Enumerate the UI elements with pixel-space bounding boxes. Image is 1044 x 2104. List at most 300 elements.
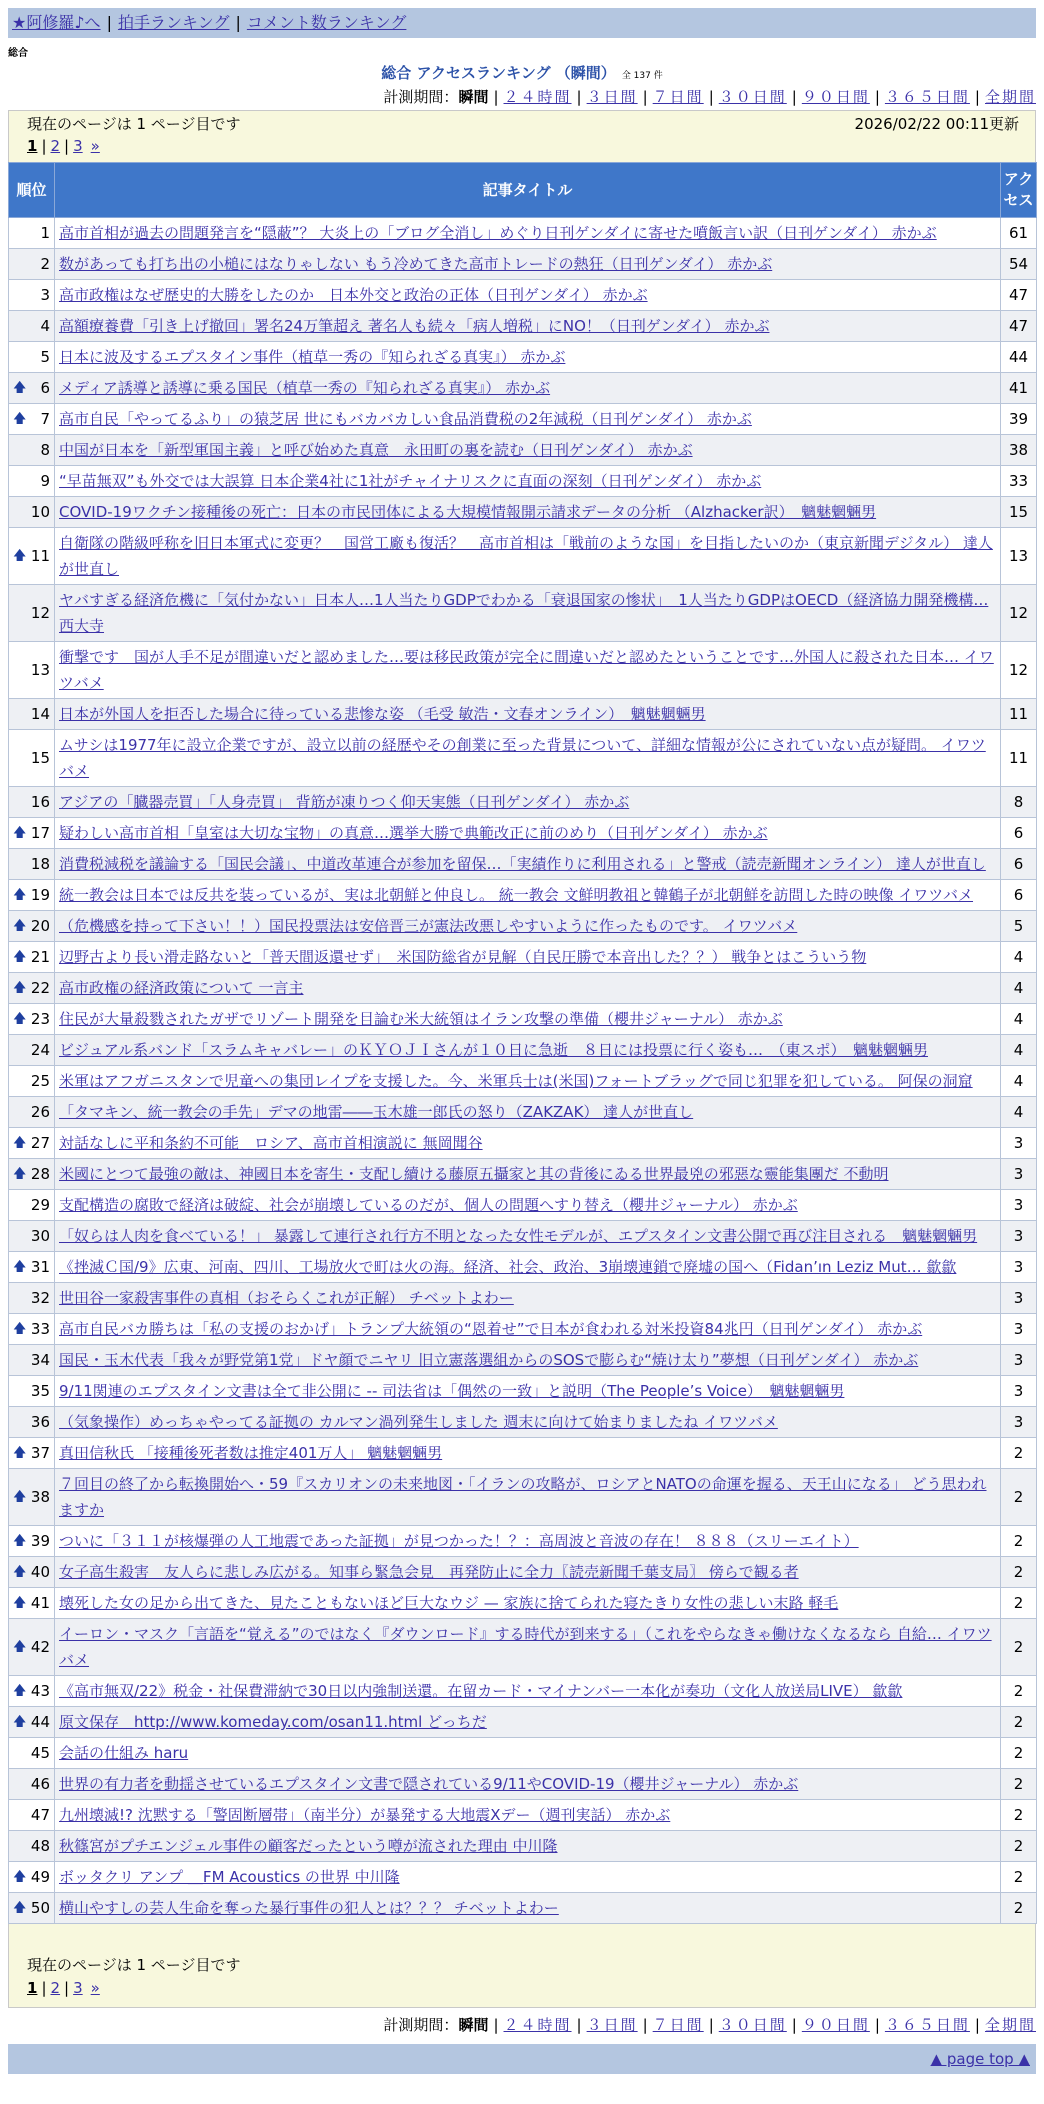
- title-cell: [55, 699, 1001, 730]
- rank-cell: [9, 1893, 55, 1924]
- rank-cell: [9, 1159, 55, 1190]
- rank-cell: [9, 942, 55, 973]
- period-separator: |: [493, 88, 499, 106]
- period-separator: |: [576, 2016, 582, 2034]
- article-link[interactable]: イーロン・マスク「言語を“覚える”のではなく『ダウンロード』する時代が到来する」（これをやらなきゃ働けなくなるなら 自給… イワツバメ: [59, 1625, 992, 1669]
- access-count: 2: [1001, 1588, 1037, 1619]
- article-link[interactable]: （気象操作）めっちゃやってる証拠の カルマン渦列発生しました 週末に向けて始まりましたね イワツバメ: [59, 1413, 778, 1431]
- rank-cell: [9, 911, 55, 942]
- article-link[interactable]: 《挫滅Ｃ国/9》広東、河南、四川、工場放火で町は火の海。経済、社会、政治、3崩壊連鎖で廃墟の国へ（Fidan’ın Leziz Mut… 歙歙: [59, 1258, 957, 1276]
- table-row: [9, 1526, 1037, 1557]
- rank-cell: [9, 585, 55, 642]
- pager-link[interactable]: 3: [73, 137, 83, 155]
- article-link[interactable]: 疑わしい高市首相「皇室は大切な宝物」の真意…選挙大勝で典範改正に前のめり（日刊ゲンダイ） 赤かぶ: [59, 824, 768, 842]
- pager-link[interactable]: 2: [50, 1979, 61, 1997]
- title-cell: [55, 1738, 1001, 1769]
- period-selector: [383, 86, 1036, 107]
- pager-next-link[interactable]: »: [90, 137, 100, 155]
- rank-number: 12: [30, 604, 50, 622]
- table-header-row: [9, 163, 1037, 218]
- rank-cell: [9, 818, 55, 849]
- period-label: 計測期間：: [383, 88, 459, 106]
- rank-cell: [9, 466, 55, 497]
- rank-number: 17: [30, 824, 50, 842]
- table-row: [9, 1035, 1037, 1066]
- up-arrow-icon: 🡅: [13, 1321, 27, 1337]
- table-row: [9, 880, 1037, 911]
- rank-number: 39: [30, 1532, 50, 1550]
- period-separator: |: [874, 88, 880, 106]
- rank-cell: [9, 1097, 55, 1128]
- rank-number: 15: [30, 749, 50, 767]
- period-link[interactable]: ３０日間: [718, 2016, 787, 2034]
- article-link[interactable]: 壊死した女の足から出てきた、見たこともないほど巨大なウジ — 家族に捨てられた寝たきり女性の悲しい末路 軽毛: [59, 1594, 839, 1612]
- rank-number: 3: [40, 286, 50, 304]
- article-link[interactable]: 「タマキン、統一教会の手先」デマの地雷――玉木雄一郎氏の怒り（ZAKZAK） 達人が世直し: [59, 1103, 694, 1121]
- rank-cell: [9, 1314, 55, 1345]
- title-cell: [55, 911, 1001, 942]
- title-cell: [55, 1469, 1001, 1526]
- access-count: 6: [1001, 818, 1037, 849]
- access-count: 4: [1001, 1004, 1037, 1035]
- article-link[interactable]: 真田信秋氏 「接種後死者数は推定401万人」 魑魅魍魎男: [59, 1444, 443, 1462]
- period-link[interactable]: ２４時間: [503, 2016, 572, 2034]
- period-link[interactable]: ２４時間: [503, 88, 572, 106]
- period-link[interactable]: ３６５日間: [884, 88, 970, 106]
- table-row: [9, 642, 1037, 699]
- title-cell: [55, 1676, 1001, 1707]
- period-separator: |: [974, 88, 980, 106]
- rank-cell: [9, 1588, 55, 1619]
- up-arrow-icon: 🡅: [13, 380, 27, 396]
- rank-number: 42: [30, 1638, 50, 1656]
- title-cell: [55, 1004, 1001, 1035]
- table-row: [9, 1438, 1037, 1469]
- article-link[interactable]: 高市自民「やってるふり」の猿芝居 世にもバカバカしい食品消費税の2年減税（日刊ゲンダイ） 赤かぶ: [59, 410, 752, 428]
- article-link[interactable]: 世田谷一家殺害事件の真相（おそらくこれが正解） チベットよわー: [59, 1289, 514, 1307]
- article-link[interactable]: 統一教会は日本では反共を装っているが、実は北朝鮮と仲良し。 統一教会 文鮮明教祖と韓鶴子が北朝鮮を訪問した時の映像 イワツバメ: [59, 886, 974, 904]
- pager-link[interactable]: 3: [73, 1979, 83, 1997]
- article-link[interactable]: 「奴らは人肉を食べている！」 暴露して連行され行方不明となった女性モデルが、エプスタイン文書公開で再び注目される 魑魅魍魎男: [59, 1227, 978, 1245]
- table-row: [9, 1862, 1037, 1893]
- pager-next-link[interactable]: »: [90, 1979, 100, 1997]
- access-count: 3: [1001, 1283, 1037, 1314]
- rank-cell: [9, 730, 55, 787]
- title-cell: [55, 249, 1001, 280]
- footer-bar: [8, 2044, 1036, 2074]
- table-row: [9, 1221, 1037, 1252]
- period-separator: |: [708, 88, 714, 106]
- rank-cell: [9, 1221, 55, 1252]
- rank-cell: [9, 849, 55, 880]
- up-arrow-icon: 🡅: [13, 1489, 27, 1505]
- title-cell: [55, 973, 1001, 1004]
- period-link[interactable]: ９０日間: [801, 2016, 870, 2034]
- pager-current: 1: [27, 137, 38, 155]
- table-row: [9, 497, 1037, 528]
- access-count: 2: [1001, 1831, 1037, 1862]
- title-cell: [55, 1128, 1001, 1159]
- access-count: 3: [1001, 1159, 1037, 1190]
- title-cell: [55, 787, 1001, 818]
- rank-cell: [9, 435, 55, 466]
- comment-ranking-link[interactable]: コメント数ランキング: [246, 13, 407, 32]
- table-row: [9, 1619, 1037, 1676]
- article-link[interactable]: 九州壊滅!? 沈黙する「警固断層帯」（南半分）が暴発する大地震Xデー（週刊実話） 赤かぶ: [59, 1806, 671, 1824]
- article-link[interactable]: 住民が大量殺戮されたガザでリゾート開発を目論む米大統領はイラン攻撃の準備（櫻井ジャーナル） 赤かぶ: [59, 1010, 783, 1028]
- rank-number: 36: [30, 1413, 50, 1431]
- rank-number: 44: [30, 1713, 50, 1731]
- table-row: [9, 373, 1037, 404]
- article-link[interactable]: 対話なしに平和条約不可能 ロシア、高市首相演説に 無岡聞谷: [59, 1134, 483, 1152]
- up-arrow-icon: 🡅: [13, 1533, 27, 1549]
- rank-number: 30: [30, 1227, 50, 1245]
- page-title-block: [0, 62, 1044, 83]
- pager-separator: |: [41, 1979, 47, 1997]
- rank-number: 8: [40, 441, 50, 459]
- access-count: 11: [1001, 699, 1037, 730]
- table-row: [9, 249, 1037, 280]
- table-row: [9, 1128, 1037, 1159]
- rank-number: 45: [30, 1744, 50, 1762]
- period-link[interactable]: 全期間: [984, 2016, 1036, 2034]
- period-link[interactable]: ９０日間: [801, 88, 870, 106]
- access-count: 3: [1001, 1376, 1037, 1407]
- access-header: アクセス: [1001, 163, 1037, 218]
- access-count: 41: [1001, 373, 1037, 404]
- article-link[interactable]: 米軍はアフガニスタンで児童への集団レイプを支援した。今、米軍兵士は(米国)フォートブラッグで同じ犯罪を犯している。 阿保の洞窟: [59, 1072, 973, 1090]
- period-current: 瞬間: [458, 2016, 489, 2034]
- rank-number: 43: [30, 1682, 50, 1700]
- rank-cell: [9, 1066, 55, 1097]
- article-link[interactable]: ボッタクリ アンプ ＿FM Acoustics の世界 中川隆: [59, 1868, 400, 1886]
- period-link[interactable]: ３６５日間: [884, 2016, 970, 2034]
- period-separator: |: [642, 2016, 648, 2034]
- title-cell: [55, 849, 1001, 880]
- rank-number: 6: [40, 379, 50, 397]
- title-cell: [55, 1035, 1001, 1066]
- access-count: 2: [1001, 1893, 1037, 1924]
- pager-link[interactable]: 2: [50, 137, 61, 155]
- title-cell: [55, 585, 1001, 642]
- article-link[interactable]: COVID-19ワクチン接種後の死亡：日本の市民団体による大規模情報開示請求データの分析 （Alzhacker訳） 魑魅魍魎男: [59, 503, 877, 521]
- article-link[interactable]: ヤバすぎる経済危機に「気付かない」日本人…1人当たりGDPでわかる「衰退国家の惨状」 1人当たりGDPはOECD（経済協力開発機構… 西大寺: [59, 591, 989, 635]
- article-link[interactable]: 辺野古より長い滑走路ないと「普天間返還せず」 米国防総省が見解（自民圧勝で本音出した？？） 戦争とはこういう物: [59, 948, 867, 966]
- rank-number: 18: [30, 855, 50, 873]
- title-cell: [55, 342, 1001, 373]
- access-count: 15: [1001, 497, 1037, 528]
- rank-number: 28: [30, 1165, 50, 1183]
- title-cell: [55, 1097, 1001, 1128]
- up-arrow-icon: 🡅: [13, 1259, 27, 1275]
- access-count: 3: [1001, 1345, 1037, 1376]
- article-link[interactable]: “早苗無双”も外交では大誤算 日本企業4社に1社がチャイナリスクに直面の深刻（日刊ゲンダイ） 赤かぶ: [59, 472, 762, 490]
- article-link[interactable]: （危機感を持って下さい！！）国民投票法は安倍晋三が憲法改悪しやすいように作ったものです。 イワツバメ: [59, 917, 798, 935]
- table-row: [9, 942, 1037, 973]
- title-cell: [55, 1800, 1001, 1831]
- rank-cell: [9, 311, 55, 342]
- article-link[interactable]: 日本に波及するエプスタイン事件（植草一秀の『知られざる真実』） 赤かぶ: [59, 348, 566, 366]
- article-link[interactable]: 会話の仕組み haru: [59, 1744, 189, 1762]
- rank-cell: [9, 1252, 55, 1283]
- article-link[interactable]: 支配構造の腐敗で経済は破綻、社会が崩壊しているのだが、個人の問題へすり替え（櫻井ジャーナル） 赤かぶ: [59, 1196, 798, 1214]
- table-row: [9, 1893, 1037, 1924]
- period-separator: |: [708, 2016, 714, 2034]
- title-cell: [55, 1438, 1001, 1469]
- up-arrow-icon: 🡅: [13, 1135, 27, 1151]
- access-count: 2: [1001, 1557, 1037, 1588]
- table-row: [9, 1407, 1037, 1438]
- title-cell: [55, 1376, 1001, 1407]
- rank-cell: [9, 1438, 55, 1469]
- article-link[interactable]: 高市政権はなぜ歴史的大勝をしたのか 日本外交と政治の正体（日刊ゲンダイ） 赤かぶ: [59, 286, 648, 304]
- article-link[interactable]: 高額療養費「引き上げ撤回」署名24万筆超え 著名人も続々「病人増税」にNO！（日刊ゲンダイ） 赤かぶ: [59, 317, 770, 335]
- pager-current: 1: [27, 1979, 38, 1997]
- rank-number: 50: [30, 1899, 50, 1917]
- rank-number: 46: [30, 1775, 50, 1793]
- access-count: 4: [1001, 973, 1037, 1004]
- up-arrow-icon: 🡅: [13, 1639, 27, 1655]
- access-count: 2: [1001, 1526, 1037, 1557]
- rank-cell: [9, 342, 55, 373]
- access-count: 2: [1001, 1769, 1037, 1800]
- title-header: 記事タイトル: [55, 163, 1001, 218]
- up-arrow-icon: 🡅: [13, 980, 27, 996]
- access-count: 4: [1001, 1097, 1037, 1128]
- updated-timestamp: 2026/02/22 00:11更新: [854, 115, 1019, 133]
- up-arrow-icon: 🡅: [13, 918, 27, 934]
- article-link[interactable]: ムサシは1977年に設立企業ですが、設立以前の経歴やその創業に至った背景について、詳細な情報が公にされていない点が疑問。 イワツバメ: [59, 736, 986, 780]
- article-link[interactable]: ついに「３１１が核爆弾の人工地震であった証拠」が見つかった！？：高周波と音波の存在！ ８８８（スリーエイト）: [59, 1532, 859, 1550]
- up-arrow-icon: 🡅: [13, 949, 27, 965]
- title-cell: [55, 528, 1001, 585]
- article-link[interactable]: アジアの「臓器売買」「人身売買」 背筋が凍りつく仰天実態（日刊ゲンダイ） 赤かぶ: [59, 793, 630, 811]
- title-cell: [55, 1159, 1001, 1190]
- access-count: 39: [1001, 404, 1037, 435]
- article-link[interactable]: 世界の有力者を動揺させているエプスタイン文書で隠されている9/11やCOVID-19（櫻井ジャーナル） 赤かぶ: [59, 1775, 799, 1793]
- top-nav-bar: [8, 8, 1036, 38]
- rank-number: 32: [30, 1289, 50, 1307]
- table-row: [9, 787, 1037, 818]
- article-link[interactable]: 秋篠宮がプチエンジェル事件の顧客だったという噂が流された理由 中川隆: [59, 1837, 558, 1855]
- access-count: 2: [1001, 1738, 1037, 1769]
- rank-number: 38: [30, 1488, 50, 1506]
- rank-cell: [9, 1707, 55, 1738]
- access-count: 4: [1001, 1035, 1037, 1066]
- up-arrow-icon: 🡅: [13, 1564, 27, 1580]
- article-link[interactable]: 数があっても打ち出の小槌にはなりゃしない もう冷めてきた高市トレードの熱狂（日刊ゲンダイ） 赤かぶ: [59, 255, 773, 273]
- table-row: [9, 1345, 1037, 1376]
- rank-number: 14: [30, 705, 50, 723]
- access-count: 4: [1001, 942, 1037, 973]
- title-cell: [55, 1221, 1001, 1252]
- table-row: [9, 1314, 1037, 1345]
- title-cell: [55, 1190, 1001, 1221]
- rank-number: 16: [30, 793, 50, 811]
- article-link[interactable]: 横山やすしの芸人生命を奪った暴行事件の犯人とは？？？ チベットよわー: [59, 1899, 559, 1917]
- access-count: 3: [1001, 1190, 1037, 1221]
- table-row: [9, 1283, 1037, 1314]
- article-link[interactable]: 衝撃です 国が人手不足が間違いだと認めました…要は移民政策が完全に間違いだと認めたということです…外国人に殺された日本… イワツバメ: [59, 648, 994, 692]
- table-row: [9, 1159, 1037, 1190]
- period-link[interactable]: ３日間: [586, 88, 638, 106]
- rank-cell: [9, 218, 55, 249]
- access-count: 3: [1001, 1314, 1037, 1345]
- table-row: [9, 1769, 1037, 1800]
- table-row: [9, 1738, 1037, 1769]
- article-link[interactable]: 高市首相が過去の問題発言を“隠蔽”？ 大炎上の「ブログ全消し」めぐり日刊ゲンダイに寄せた噴飯言い訳（日刊ゲンダイ） 赤かぶ: [59, 224, 937, 242]
- rank-number: 4: [40, 317, 50, 335]
- title-cell: [55, 1862, 1001, 1893]
- table-row: [9, 1252, 1037, 1283]
- table-row: [9, 699, 1037, 730]
- rank-number: 21: [30, 948, 50, 966]
- article-link[interactable]: 消費税減税を議論する「国民会議」、中道改革連合が参加を留保…「実績作りに利用される」と警戒（読売新聞オンライン） 達人が世直し: [59, 855, 986, 873]
- title-cell: [55, 1526, 1001, 1557]
- title-cell: [55, 1619, 1001, 1676]
- table-row: [9, 280, 1037, 311]
- up-arrow-icon: 🡅: [13, 1900, 27, 1916]
- article-link[interactable]: 女子高生殺害 友人らに悲しみ広がる。知事ら緊急会見 再発防止に全力〖読売新聞千葉支局〗 傍らで観る者: [59, 1563, 799, 1581]
- page-title: 総合 アクセスランキング （瞬間）: [381, 64, 616, 82]
- title-cell: [55, 1252, 1001, 1283]
- rank-cell: [9, 280, 55, 311]
- article-link[interactable]: 米國にとつて最強の敵は、神國日本を寄生・支配し續ける藤原五攝家と其の背後にゐる世界最兇の邪惡な靈能集團だ 不動明: [59, 1165, 889, 1183]
- table-row: [9, 973, 1037, 1004]
- pager-separator: [83, 137, 91, 155]
- rank-number: 34: [30, 1351, 50, 1369]
- article-link[interactable]: 日本が外国人を拒否した場合に待っている悲惨な姿 （毛受 敏浩・文春オンライン） 魑魅魍魎男: [59, 705, 706, 723]
- article-link[interactable]: 9/11関連のエプスタイン文書は全て非公開に -- 司法省は「偶然の一致」と説明（The People’s Voice） 魑魅魍魎男: [59, 1382, 845, 1400]
- current-page-text-bottom: 現在のページは 1 ページ目です: [27, 1956, 241, 1974]
- pager: [27, 137, 100, 155]
- period-separator: |: [493, 2016, 499, 2034]
- rank-number: 13: [30, 661, 50, 679]
- up-arrow-icon: 🡅: [13, 1869, 27, 1885]
- rank-number: 23: [30, 1010, 50, 1028]
- access-count: 8: [1001, 787, 1037, 818]
- table-row: [9, 342, 1037, 373]
- title-cell: [55, 435, 1001, 466]
- rank-number: 26: [30, 1103, 50, 1121]
- current-page-text: 現在のページは 1 ページ目です: [27, 115, 241, 133]
- up-arrow-icon: 🡅: [13, 825, 27, 841]
- title-cell: [55, 1769, 1001, 1800]
- period-link[interactable]: 全期間: [984, 88, 1036, 106]
- article-link[interactable]: 原文保存 http://www.komeday.com/osan11.html どっちだ: [59, 1713, 487, 1731]
- table-row: [9, 585, 1037, 642]
- up-arrow-icon: 🡅: [13, 1445, 27, 1461]
- title-cell: [55, 218, 1001, 249]
- rank-number: 41: [30, 1594, 50, 1612]
- page-top-link[interactable]: ▲ page top ▲: [930, 2050, 1030, 2068]
- table-row: [9, 1190, 1037, 1221]
- access-count: 2: [1001, 1469, 1037, 1526]
- access-count: 2: [1001, 1800, 1037, 1831]
- table-row: [9, 1588, 1037, 1619]
- table-row: [9, 528, 1037, 585]
- rank-cell: [9, 699, 55, 730]
- article-link[interactable]: メディア誘導と誘導に乗る国民（植草一秀の『知られざる真実』） 赤かぶ: [59, 379, 551, 397]
- rank-number: 1: [40, 224, 50, 242]
- article-link[interactable]: 自衛隊の階級呼称を旧日本軍式に変更？ 国営工廠も復活？ 高市首相は「戦前のような国」を目指したいのか（東京新聞デジタル） 達人が世直し: [59, 534, 993, 578]
- table-row: [9, 1004, 1037, 1035]
- table-row: [9, 1831, 1037, 1862]
- rank-cell: [9, 249, 55, 280]
- up-arrow-icon: 🡅: [13, 1011, 27, 1027]
- title-cell: [55, 730, 1001, 787]
- nav-separator: |: [235, 13, 241, 32]
- category-label: 総合: [8, 48, 28, 59]
- rank-cell: [9, 1526, 55, 1557]
- nav-separator: |: [106, 13, 112, 32]
- rank-cell: [9, 1557, 55, 1588]
- title-cell: [55, 1345, 1001, 1376]
- access-count: 6: [1001, 880, 1037, 911]
- period-link[interactable]: ７日間: [652, 2016, 704, 2034]
- rank-cell: [9, 1619, 55, 1676]
- period-link[interactable]: ３日間: [586, 2016, 638, 2034]
- rank-number: 5: [40, 348, 50, 366]
- access-count: 47: [1001, 280, 1037, 311]
- article-link[interactable]: 高市政権の経済政策について 一言主: [59, 979, 304, 997]
- period-separator: |: [874, 2016, 880, 2034]
- period-separator: |: [791, 88, 797, 106]
- rank-number: 22: [30, 979, 50, 997]
- access-count: 38: [1001, 435, 1037, 466]
- up-arrow-icon: 🡅: [13, 1683, 27, 1699]
- article-link[interactable]: 国民・玉木代表「我々が野党第1党」ドヤ顔でニヤリ 旧立憲落選組からのSOSで膨らむ“焼け太り”夢想（日刊ゲンダイ） 赤かぶ: [59, 1351, 919, 1369]
- article-link[interactable]: 中国が日本を「新型軍国主義」と呼び始めた真意 永田町の裏を読む（日刊ゲンダイ） 赤かぶ: [59, 441, 693, 459]
- period-link[interactable]: ７日間: [652, 88, 704, 106]
- rank-cell: [9, 973, 55, 1004]
- title-cell: [55, 404, 1001, 435]
- rank-cell: [9, 1800, 55, 1831]
- rank-cell: [9, 642, 55, 699]
- title-cell: [55, 1893, 1001, 1924]
- rank-number: 47: [30, 1806, 50, 1824]
- rank-number: 29: [30, 1196, 50, 1214]
- access-count: 2: [1001, 1438, 1037, 1469]
- access-count: 3: [1001, 1128, 1037, 1159]
- rank-cell: [9, 528, 55, 585]
- title-cell: [55, 1831, 1001, 1862]
- title-cell: [55, 466, 1001, 497]
- article-link[interactable]: 高市自民バカ勝ちは「私の支援のおかげ」トランプ大統領の“恩着せ”で日本が食われる対米投資84兆円（日刊ゲンダイ） 赤かぶ: [59, 1320, 923, 1338]
- title-cell: [55, 373, 1001, 404]
- applause-ranking-link[interactable]: 拍手ランキング: [117, 13, 230, 32]
- access-count: 33: [1001, 466, 1037, 497]
- table-row: [9, 1097, 1037, 1128]
- period-separator: |: [576, 88, 582, 106]
- access-count: 47: [1001, 311, 1037, 342]
- period-link[interactable]: ３０日間: [718, 88, 787, 106]
- rank-number: 33: [30, 1320, 50, 1338]
- article-link[interactable]: ７回目の終了から転換開始へ・59『スカリオンの未来地図・「イランの攻略が、ロシアとNATOの命運を握る、天王山になる」 どう思われますか: [59, 1475, 987, 1519]
- rank-cell: [9, 497, 55, 528]
- pager-separator: |: [64, 1979, 70, 1997]
- home-link[interactable]: ★阿修羅♪へ: [12, 13, 101, 32]
- article-link[interactable]: 《高市無双/22》税金・社保費滞納で30日以内強制送還。在留カード・マイナンバー一本化が奏功（文化人放送局LIVE） 歙歙: [59, 1682, 903, 1700]
- period-selector-bottom: [383, 2014, 1036, 2035]
- title-cell: [55, 642, 1001, 699]
- up-arrow-icon: 🡅: [13, 1595, 27, 1611]
- table-row: [9, 1676, 1037, 1707]
- period-current: 瞬間: [458, 88, 489, 106]
- article-link[interactable]: ビジュアル系バンド「スラムキャバレー」のＫＹＯＪＩさんが１０日に急逝 ８日には投票に行く姿も… （東スポ） 魑魅魍魎男: [59, 1041, 928, 1059]
- pager-separator: |: [41, 137, 47, 155]
- period-separator: |: [974, 2016, 980, 2034]
